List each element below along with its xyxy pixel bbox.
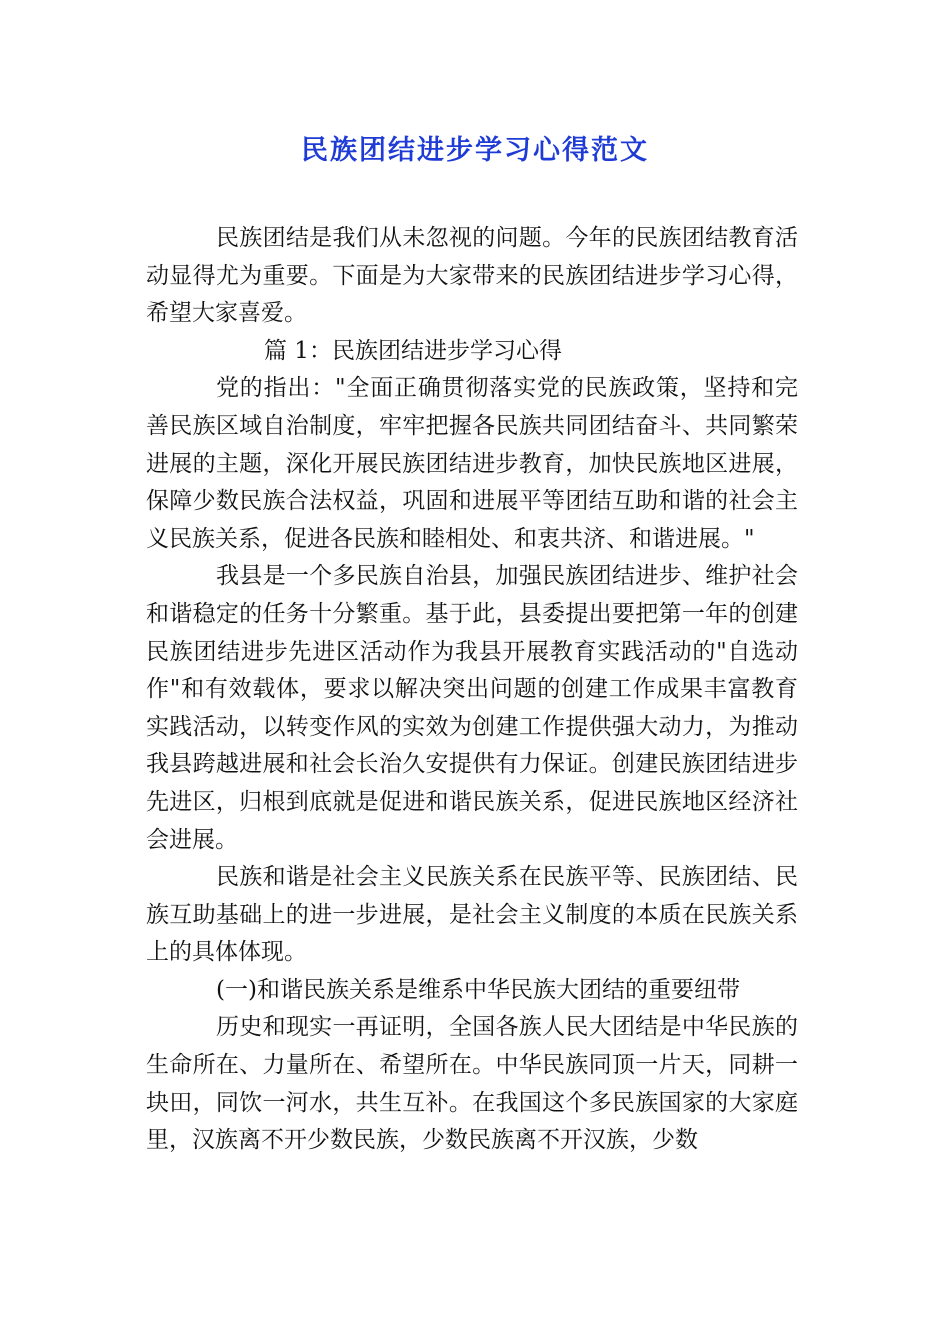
document-body bbox=[146, 220, 798, 1160]
body-paragraph: 历史和现实一再证明，全国各族人民大团结是中华民族的生命所在、力量所在、希望所在。中华民族同顶一片天，同耕一块田，同饮一河水，共生互补。在我国这个多民族国家的大家庭里，汉族离不开少数民族，少数民族离不开汉族，少数 bbox=[146, 1014, 798, 1154]
section-heading: 篇 1：民族团结进步学习心得 bbox=[264, 337, 562, 364]
body-paragraph: 党的指出："全面正确贯彻落实党的民族政策，坚持和完善民族区域自治制度，牢牢把握各民族共同团结奋斗、共同繁荣进展的主题，深化开展民族团结进步教育，加快民族地区进展，保障少数民族合法权益，巩固和进展平等团结互助和谐的社会主义民族关系，促进各民族和睦相处、和衷共济、和谐进展。" bbox=[146, 375, 798, 552]
document-title: 民族团结进步学习心得范文 bbox=[301, 135, 649, 166]
intro-paragraph: 民族团结是我们从未忽视的问题。今年的民族团结教育活动显得尤为重要。下面是为大家带来的民族团结进步学习心得，希望大家喜爱。 bbox=[146, 225, 798, 327]
body-paragraph: 民族和谐是社会主义民族关系在民族平等、民族团结、民族互助基础上的进一步进展，是社会主义制度的本质在民族关系上的具体体现。 bbox=[146, 864, 798, 966]
body-paragraph: 我县是一个多民族自治县，加强民族团结进步、维护社会和谐稳定的任务十分繁重。基于此，县委提出要把第一年的创建民族团结进步先进区活动作为我县开展教育实践活动的"自选动作"和有效载体，要求以解决突出问题的创建工作成果丰富教育实践活动，以转变作风的实效为创建工作提供强大动力，为推动我县跨越进展和社会长治久安提供有力保证。创建民族团结进步先进区，归根到底就是促进和谐民族关系，促进民族地区经济社会进展。 bbox=[146, 563, 798, 853]
subsection-heading: (一)和谐民族关系是维系中华民族大团结的重要纽带 bbox=[216, 976, 740, 1003]
